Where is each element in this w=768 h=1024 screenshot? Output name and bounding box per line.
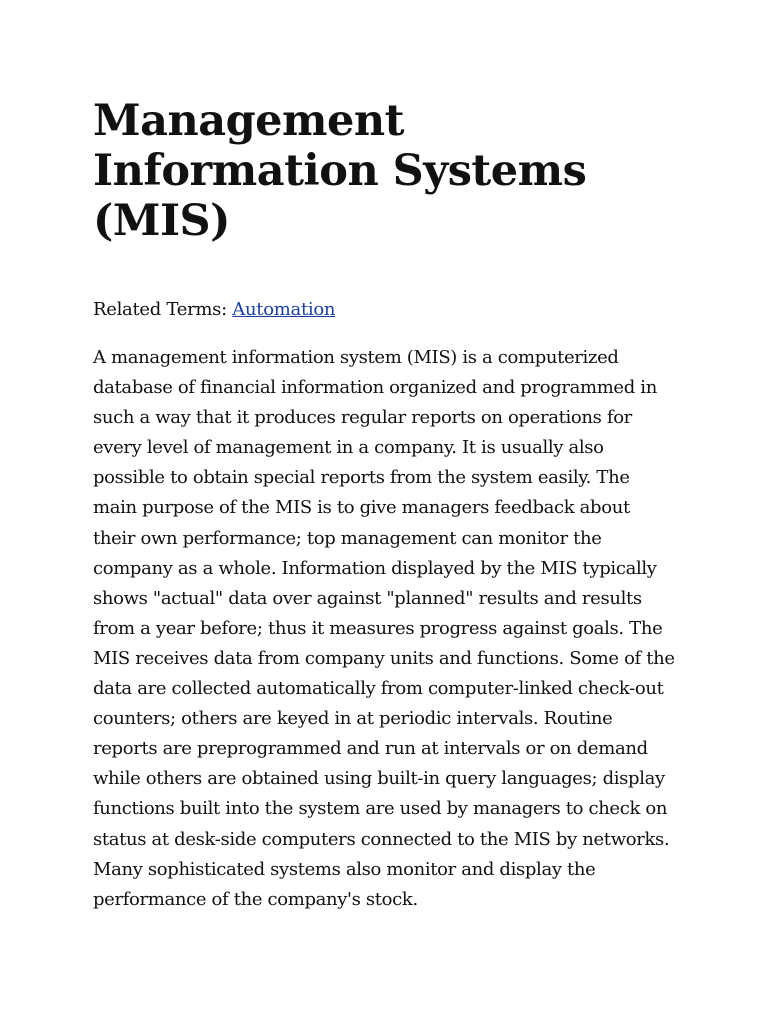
- related-term-link-automation[interactable]: Automation: [232, 299, 336, 320]
- article: [93, 96, 675, 915]
- related-terms-label: Related Terms:: [93, 299, 233, 320]
- related-terms: [93, 295, 675, 325]
- page-title: Management Information Systems (MIS): [93, 96, 587, 246]
- article-body: A management information system (MIS) is a computerized database of financial information organized and programmed in such a way that it produces regular reports on operations for every level of management in a company. It is usually also possible to obtain special reports from the system easily. The main purpose of the MIS is to give managers feedback about their own performance; top management can monitor the company as a whole. Information displayed by the MIS typically shows "actual" data over against "planned" results and results from a year before; thus it measures progress against goals. The MIS receives data from company units and functions. Some of the data are collected automatically from computer-linked check-out counters; others are keyed in at periodic intervals. Routine reports are preprogrammed and run at intervals or on demand while others are obtained using built-in query languages; display functions built into the system are used by managers to check on status at desk-side computers connected to the MIS by networks. Many sophisticated systems also monitor and display the performance of the company's stock.: [93, 347, 675, 910]
